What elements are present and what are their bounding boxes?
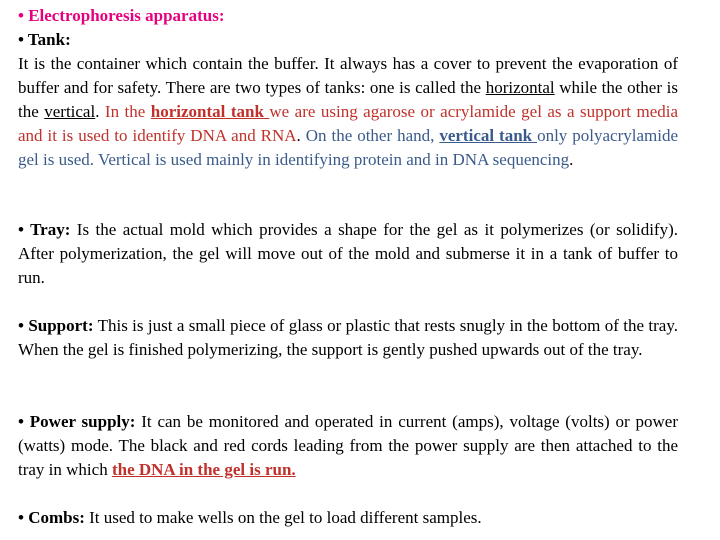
tank-text-4: .: [296, 126, 306, 145]
tray-section: [18, 218, 678, 290]
tank-text-1: It is the container which contain the buffer. It always has a cover to prevent the evaporation of buffer and for safety. There are two types of tanks: one is called the: [18, 54, 678, 97]
dna-run-link[interactable]: the DNA in the gel is run.: [111, 460, 296, 479]
tank-text-3: .: [95, 102, 105, 121]
tank-label: • Tank:: [18, 30, 71, 49]
tray-label: • Tray:: [18, 220, 71, 239]
combs-section: [18, 506, 678, 530]
support-text: This is just a small piece of glass or plastic that rests snugly in the bottom of the tray. When the gel is finished polymerizing, the support is gently pushed upwards out of the tray.: [18, 316, 678, 359]
power-supply-section: [18, 410, 678, 482]
tank-text-5: .: [569, 150, 574, 169]
support-section: [18, 314, 678, 362]
power-supply-label: • Power supply:: [18, 412, 136, 431]
horizontal-tank-text-2: we are using agarose or acrylamide gel as a support media and it is used to identify DNA and RNA: [18, 102, 679, 145]
tank-text: [18, 54, 678, 169]
tank-text-2: while the other is the: [18, 78, 678, 121]
vertical-tank-text-1: On the other hand,: [305, 126, 440, 145]
power-supply-text: It can be monitored and operated in current (amps), voltage (volts) or power (watts) mode. The black and red cords leading from the power supply are then attached to the tray in which: [18, 412, 678, 479]
horizontal-term: horizontal: [485, 78, 555, 97]
horizontal-tank-text-1: In the: [104, 102, 151, 121]
combs-text: It used to make wells on the gel to load different samples.: [84, 508, 482, 527]
slide-heading: • Electrophoresis apparatus:: [18, 6, 225, 25]
combs-label: • Combs:: [18, 508, 85, 527]
vertical-tank-text-2: only polyacrylamide gel is used. Vertical is used mainly in identifying protein and in DNA sequencing: [18, 126, 678, 169]
vertical-term: vertical: [44, 102, 96, 121]
tray-text: Is the actual mold which provides a shape for the gel as it polymerizes (or solidify). After polymerization, the gel will move out of the mold and submerse it in a tank of buffer to run.: [18, 220, 678, 287]
support-label: • Support:: [18, 316, 94, 335]
tank-section: [18, 4, 678, 172]
horizontal-tank-link[interactable]: horizontal tank: [150, 102, 270, 121]
vertical-tank-link[interactable]: vertical tank: [439, 126, 538, 145]
